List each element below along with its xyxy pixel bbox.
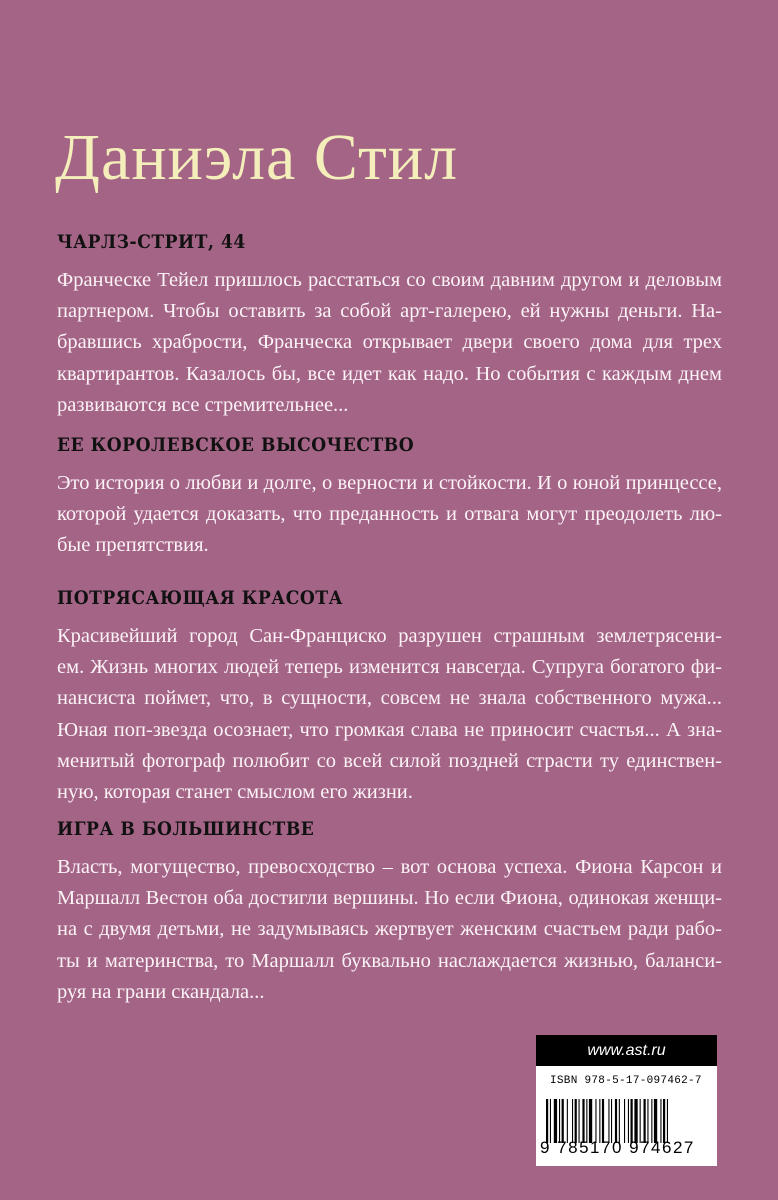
text-line: ную, которая станет смыслом его жизни. xyxy=(57,780,413,803)
section-heading: ЕЕ КОРОЛЕВСКОЕ ВЫСОЧЕСТВО xyxy=(57,434,415,456)
text-line: Власть, могущество, превосходство – вот основа успеха. Фиона Карсон и xyxy=(57,856,722,878)
isbn-barcode-block xyxy=(536,1035,717,1166)
section-heading: ИГРА В БОЛЬШИНСТВЕ xyxy=(57,818,315,840)
isbn-number: ISBN 978-5-17-097462-7 xyxy=(550,1075,702,1087)
text-line: Это история о любви и долге, о верности и стойкости. И о юной принцессе, xyxy=(57,472,722,494)
section-beauty xyxy=(57,587,722,808)
text-line: партнером. Чтобы оставить за собой арт-галерею, ей нужны деньги. На- xyxy=(57,300,722,323)
text-line: бравшись храбрости, Франческа открывает двери своего дома для трех xyxy=(57,331,722,354)
text-line: на с двумя детьми, не задумываясь жертвует женским счастьем ради рабо- xyxy=(57,918,722,941)
section-heading: ЧАРЛЗ-СТРИТ, 44 xyxy=(57,231,246,253)
barcode-digits: 9 785170 974627 xyxy=(540,1138,695,1157)
section-royal-highness xyxy=(57,434,722,562)
text-line: квартирантов. Казалось бы, все идет как надо. Но события с каждым днем xyxy=(57,362,722,385)
section-majority-game xyxy=(57,818,722,1008)
text-line: ем. Жизнь многих людей теперь изменится навсегда. Супруга богатого фи- xyxy=(57,656,722,679)
text-line: которой удается доказать, что преданность и отвага могут преодолеть лю- xyxy=(57,503,722,526)
text-line: ты и материнства, то Маршалл буквально наслаждается жизнью, баланси- xyxy=(57,949,722,972)
text-line: бые препятствия. xyxy=(57,534,209,557)
text-line: менитый фотограф полюбит со всей силой поздней страсти ту единствен- xyxy=(57,749,722,772)
section-heading: ПОТРЯСАЮЩАЯ КРАСОТА xyxy=(57,587,344,609)
text-line: Маршалл Вестон оба достигли вершины. Но если Фиона, одинокая женщи- xyxy=(57,887,722,910)
section-charlz-street xyxy=(57,231,722,421)
publisher-website: www.ast.ru xyxy=(536,1035,717,1066)
text-line: Красивейший город Сан-Франциско разрушен страшным землетрясени- xyxy=(57,625,722,647)
barcode-icon xyxy=(546,1099,708,1143)
text-line: развиваются все стремительнее... xyxy=(57,393,349,416)
text-line: нансиста поймет, что, в сущности, совсем не знала собственного мужа... xyxy=(57,687,722,710)
author-name: Даниэла Стил xyxy=(55,121,459,194)
text-line: Юная поп-звезда осознает, что громкая слава не приносит счастья... А зна- xyxy=(57,718,722,741)
text-line: руя на грани скандала... xyxy=(57,980,265,1003)
text-line: Франческе Тейел пришлось расстаться со своим давним другом и деловым xyxy=(57,269,722,291)
